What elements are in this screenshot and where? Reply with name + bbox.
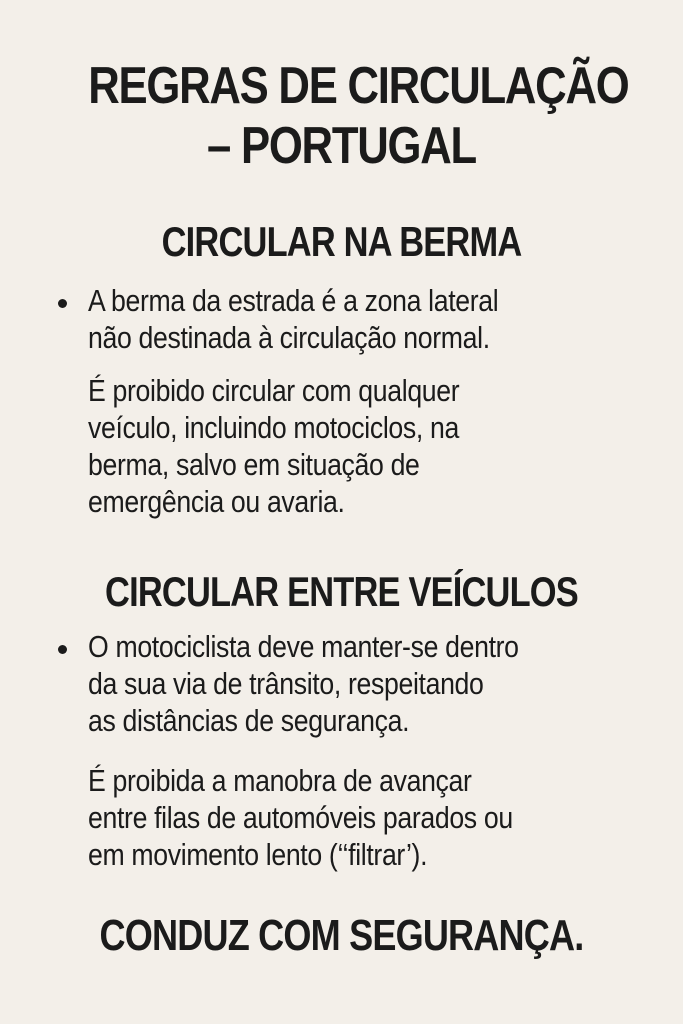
text-line: entre filas de automóveis parados ou bbox=[88, 800, 513, 835]
page-title-line-1: REGRAS DE CIRCULAÇÃO bbox=[88, 57, 629, 115]
closing-message: CONDUZ COM SEGURANÇA. bbox=[99, 911, 584, 960]
page-title bbox=[88, 56, 629, 176]
text-line: A berma da estrada é a zona lateral bbox=[88, 283, 499, 318]
page-title-line-2: – PORTUGAL bbox=[207, 117, 476, 175]
text-line: É proibida a manobra de avançar bbox=[88, 763, 472, 798]
text-line: não destinada à circulação normal. bbox=[88, 320, 490, 355]
text-line: berma, salvo em situação de bbox=[88, 447, 420, 482]
detail-text-berma bbox=[88, 372, 647, 520]
section-heading-entre-veiculos: CIRCULAR ENTRE VEÍCULOS bbox=[105, 568, 578, 615]
text-line: em movimento lento (‘‘filtrar’). bbox=[88, 837, 428, 872]
bullet-text-entre-veiculos bbox=[88, 628, 647, 739]
bullet-icon bbox=[58, 645, 67, 654]
detail-text-entre-veiculos bbox=[88, 762, 647, 873]
text-line: O motociclista deve manter-se dentro bbox=[88, 629, 519, 664]
section-heading-berma: CIRCULAR NA BERMA bbox=[161, 218, 522, 265]
text-line: da sua via de trânsito, respeitando bbox=[88, 666, 484, 701]
text-line: veículo, incluindo motociclos, na bbox=[88, 410, 459, 445]
text-line: emergência ou avaria. bbox=[88, 484, 345, 519]
bullet-icon bbox=[58, 299, 67, 308]
text-line: as distâncias de segurança. bbox=[88, 703, 410, 738]
bullet-text-berma bbox=[88, 282, 647, 356]
text-line: É proibido circular com qualquer bbox=[88, 373, 460, 408]
